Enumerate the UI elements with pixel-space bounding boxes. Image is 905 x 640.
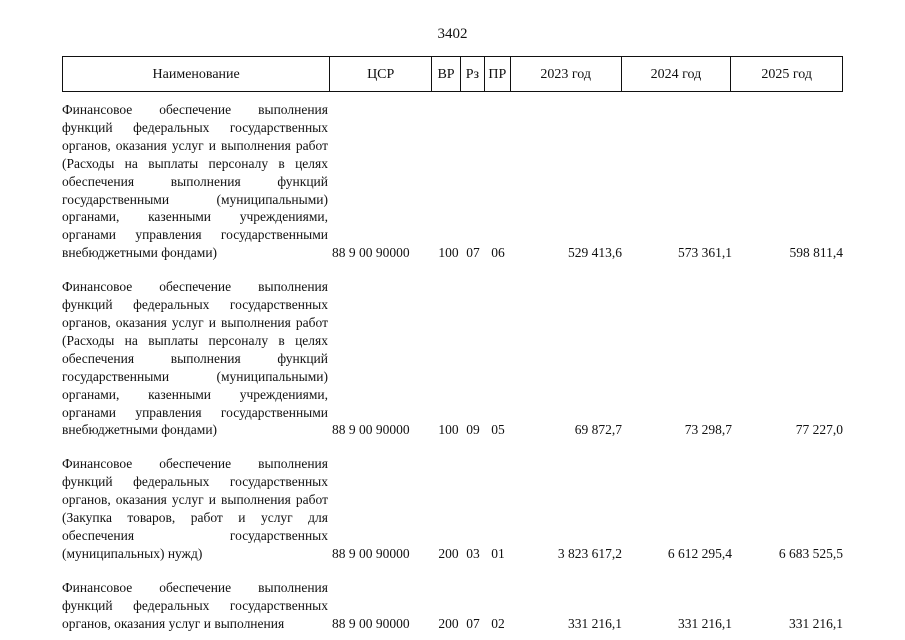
row-name: Финансовое обеспечение выполнения функций федеральных государственных органов, оказания услуг и выполнения работ (Закупка товаров, работ и услуг для обеспечения государственных (муниципальных) нужд) [62, 456, 328, 561]
row-value-2024: 331 216,1 [678, 615, 732, 631]
table-header [62, 56, 843, 92]
row-csr: 88 9 00 90000 [332, 422, 410, 438]
row-value-2023: 529 413,6 [568, 245, 622, 261]
row-rz: 09 [466, 422, 480, 438]
row-pr: 06 [491, 245, 505, 261]
table-row [62, 579, 843, 633]
header-vr: ВР [432, 57, 461, 91]
row-value-2024: 73 298,7 [684, 422, 732, 438]
row-pr: 02 [491, 615, 505, 631]
row-pr: 01 [491, 545, 505, 561]
row-rz: 07 [466, 615, 480, 631]
table-row [62, 278, 843, 439]
row-name: Финансовое обеспечение выполнения функций федеральных государственных органов, оказания услуг и выполнения [62, 579, 328, 631]
row-value-2023: 331 216,1 [568, 615, 622, 631]
row-value-2025: 6 683 525,5 [778, 545, 843, 561]
page-number: 3402 [437, 26, 468, 42]
row-vr: 100 [438, 422, 459, 438]
header-2025: 2025 год [761, 67, 812, 82]
row-value-2025: 331 216,1 [789, 615, 843, 631]
row-rz: 07 [466, 245, 480, 261]
row-csr: 88 9 00 90000 [332, 545, 410, 561]
row-pr: 05 [491, 422, 505, 438]
row-name: Финансовое обеспечение выполнения функций федеральных государственных органов, оказания услуг и выполнения работ (Расходы на выплаты персоналу в целях обеспечения выполнения функций государственными (муниципальными) органами, казенными учреждениями, органами управления государственными внебюджетными фондами) [62, 102, 328, 261]
header-csr: ЦСР [330, 57, 432, 91]
row-value-2024: 6 612 295,4 [667, 545, 732, 561]
header-2023: 2023 год [511, 57, 622, 91]
row-value-2025: 77 227,0 [795, 422, 843, 438]
row-vr: 100 [438, 245, 459, 261]
row-vr: 200 [438, 545, 459, 561]
row-csr: 88 9 00 90000 [332, 245, 410, 261]
row-value-2025: 598 811,4 [789, 245, 843, 261]
table-row [62, 455, 843, 562]
table-body [62, 101, 843, 632]
row-value-2023: 69 872,7 [574, 422, 622, 438]
header-2024: 2024 год [622, 57, 732, 91]
header-pr: ПР [485, 57, 511, 91]
header-rz: Рз [461, 57, 485, 91]
table-row [62, 101, 843, 262]
row-rz: 03 [466, 545, 480, 561]
row-value-2024: 573 361,1 [678, 245, 732, 261]
row-name: Финансовое обеспечение выполнения функций федеральных государственных органов, оказания услуг и выполнения работ (Расходы на выплаты персоналу в целях обеспечения выполнения функций государственными (муниципальными) органами, казенными учреждениями, органами управления государственными внебюджетными фондами) [62, 279, 328, 438]
row-value-2023: 3 823 617,2 [557, 545, 622, 561]
row-vr: 200 [438, 615, 459, 631]
header-name: Наименование [63, 57, 330, 91]
row-csr: 88 9 00 90000 [332, 615, 410, 631]
